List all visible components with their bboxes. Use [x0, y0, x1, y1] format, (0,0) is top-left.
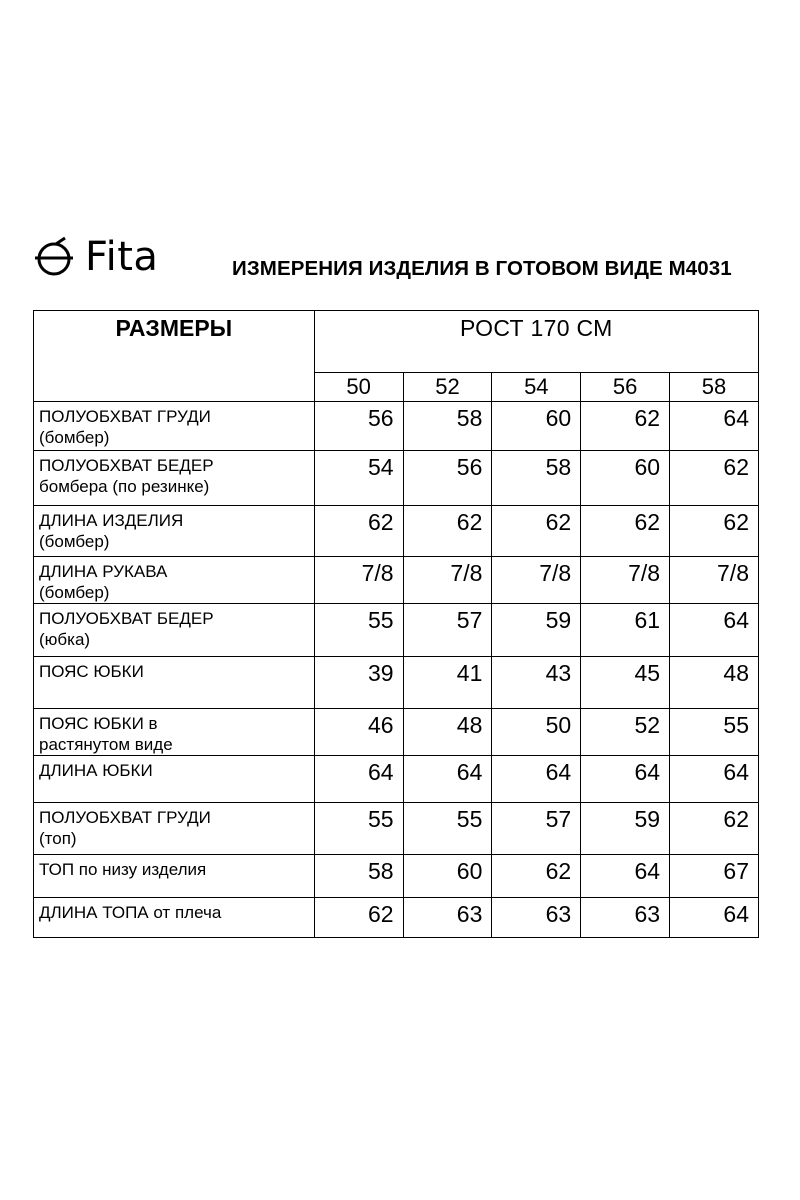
- value-cell: 63: [403, 898, 492, 938]
- value-cell: 55: [314, 604, 403, 657]
- value-cell: 43: [492, 657, 581, 709]
- value-cell: 57: [403, 604, 492, 657]
- row-label-line-1: ПОЯС ЮБКИ в: [39, 714, 158, 733]
- row-label-line-1: ПОЛУОБХВАТ ГРУДИ: [39, 407, 211, 426]
- row-label-line-2: бомбера (по резинке): [39, 477, 210, 496]
- value-cell: 59: [581, 803, 670, 855]
- value-cell: 59: [492, 604, 581, 657]
- value-cell: 7/8: [403, 557, 492, 604]
- row-label-line-2: (бомбер): [39, 532, 110, 551]
- value-cell: 61: [581, 604, 670, 657]
- value-cell: 64: [314, 756, 403, 803]
- size-header: 52: [403, 373, 492, 402]
- value-cell: 64: [581, 855, 670, 898]
- value-cell: 45: [581, 657, 670, 709]
- value-cell: 64: [670, 756, 759, 803]
- value-cell: 64: [670, 402, 759, 451]
- value-cell: 63: [492, 898, 581, 938]
- row-label: [34, 803, 315, 855]
- row-label-line-2: (бомбер): [39, 428, 110, 447]
- table-row: [34, 451, 759, 506]
- value-cell: 62: [670, 451, 759, 506]
- value-cell: 54: [314, 451, 403, 506]
- row-label-line-1: ДЛИНА ТОПА от плеча: [39, 903, 222, 922]
- value-cell: 62: [670, 506, 759, 557]
- table-row: [34, 898, 759, 938]
- row-label: [34, 451, 315, 506]
- value-cell: 48: [403, 709, 492, 756]
- value-cell: 67: [670, 855, 759, 898]
- value-cell: 50: [492, 709, 581, 756]
- value-cell: 62: [403, 506, 492, 557]
- value-cell: 60: [403, 855, 492, 898]
- row-label-line-2: (бомбер): [39, 583, 110, 602]
- value-cell: 7/8: [314, 557, 403, 604]
- height-header: РОСТ 170 СМ: [314, 311, 758, 373]
- row-label-line-1: ТОП по низу изделия: [39, 860, 207, 879]
- row-label-line-1: ДЛИНА ИЗДЕЛИЯ: [39, 511, 184, 530]
- table-row: [34, 709, 759, 756]
- row-label-line-2: (топ): [39, 829, 77, 848]
- brand-logo: [33, 236, 158, 278]
- row-label-line-1: ПОЛУОБХВАТ БЕДЕР: [39, 609, 214, 628]
- value-cell: 62: [670, 803, 759, 855]
- value-cell: 63: [581, 898, 670, 938]
- row-label: [34, 709, 315, 756]
- size-header: 50: [314, 373, 403, 402]
- value-cell: 64: [670, 604, 759, 657]
- value-cell: 60: [492, 402, 581, 451]
- value-cell: 62: [492, 855, 581, 898]
- page-title: ИЗМЕРЕНИЯ ИЗДЕЛИЯ В ГОТОВОМ ВИДЕ М4031: [232, 257, 732, 280]
- row-label: [34, 657, 315, 709]
- value-cell: 57: [492, 803, 581, 855]
- value-cell: 62: [314, 898, 403, 938]
- table-row: [34, 657, 759, 709]
- row-label: [34, 855, 315, 898]
- value-cell: 41: [403, 657, 492, 709]
- row-label-line-1: ДЛИНА ЮБКИ: [39, 761, 153, 780]
- value-cell: 55: [403, 803, 492, 855]
- measurements-table: [33, 310, 759, 938]
- sizes-header: РАЗМЕРЫ: [34, 311, 315, 402]
- value-cell: 55: [314, 803, 403, 855]
- row-label-line-1: ПОЛУОБХВАТ БЕДЕР: [39, 456, 214, 475]
- fita-logo-icon: [33, 236, 75, 278]
- value-cell: 7/8: [670, 557, 759, 604]
- row-label-line-1: ДЛИНА РУКАВА: [39, 562, 168, 581]
- row-label-line-1: ПОЛУОБХВАТ ГРУДИ: [39, 808, 211, 827]
- row-label-line-1: ПОЯС ЮБКИ: [39, 662, 144, 681]
- size-header: 56: [581, 373, 670, 402]
- row-label: [34, 604, 315, 657]
- value-cell: 64: [670, 898, 759, 938]
- row-label-line-2: (юбка): [39, 630, 91, 649]
- value-cell: 46: [314, 709, 403, 756]
- value-cell: 58: [314, 855, 403, 898]
- table-row: [34, 506, 759, 557]
- value-cell: 58: [492, 451, 581, 506]
- value-cell: 64: [492, 756, 581, 803]
- value-cell: 62: [314, 506, 403, 557]
- value-cell: 62: [492, 506, 581, 557]
- value-cell: 48: [670, 657, 759, 709]
- table-row: [34, 604, 759, 657]
- value-cell: 55: [670, 709, 759, 756]
- value-cell: 52: [581, 709, 670, 756]
- row-label: [34, 402, 315, 451]
- row-label: [34, 756, 315, 803]
- value-cell: 7/8: [492, 557, 581, 604]
- value-cell: 64: [581, 756, 670, 803]
- row-label: [34, 506, 315, 557]
- table-row: [34, 803, 759, 855]
- value-cell: 62: [581, 402, 670, 451]
- value-cell: 39: [314, 657, 403, 709]
- row-label: [34, 557, 315, 604]
- row-label: [34, 898, 315, 938]
- value-cell: 58: [403, 402, 492, 451]
- table-row: [34, 402, 759, 451]
- value-cell: 64: [403, 756, 492, 803]
- value-cell: 7/8: [581, 557, 670, 604]
- table-row: [34, 756, 759, 803]
- size-header: 54: [492, 373, 581, 402]
- brand-name: Fita: [85, 234, 159, 280]
- value-cell: 62: [581, 506, 670, 557]
- value-cell: 60: [581, 451, 670, 506]
- row-label-line-2: растянутом виде: [39, 735, 173, 754]
- size-header: 58: [670, 373, 759, 402]
- value-cell: 56: [403, 451, 492, 506]
- value-cell: 56: [314, 402, 403, 451]
- table-row: [34, 855, 759, 898]
- table-row: [34, 557, 759, 604]
